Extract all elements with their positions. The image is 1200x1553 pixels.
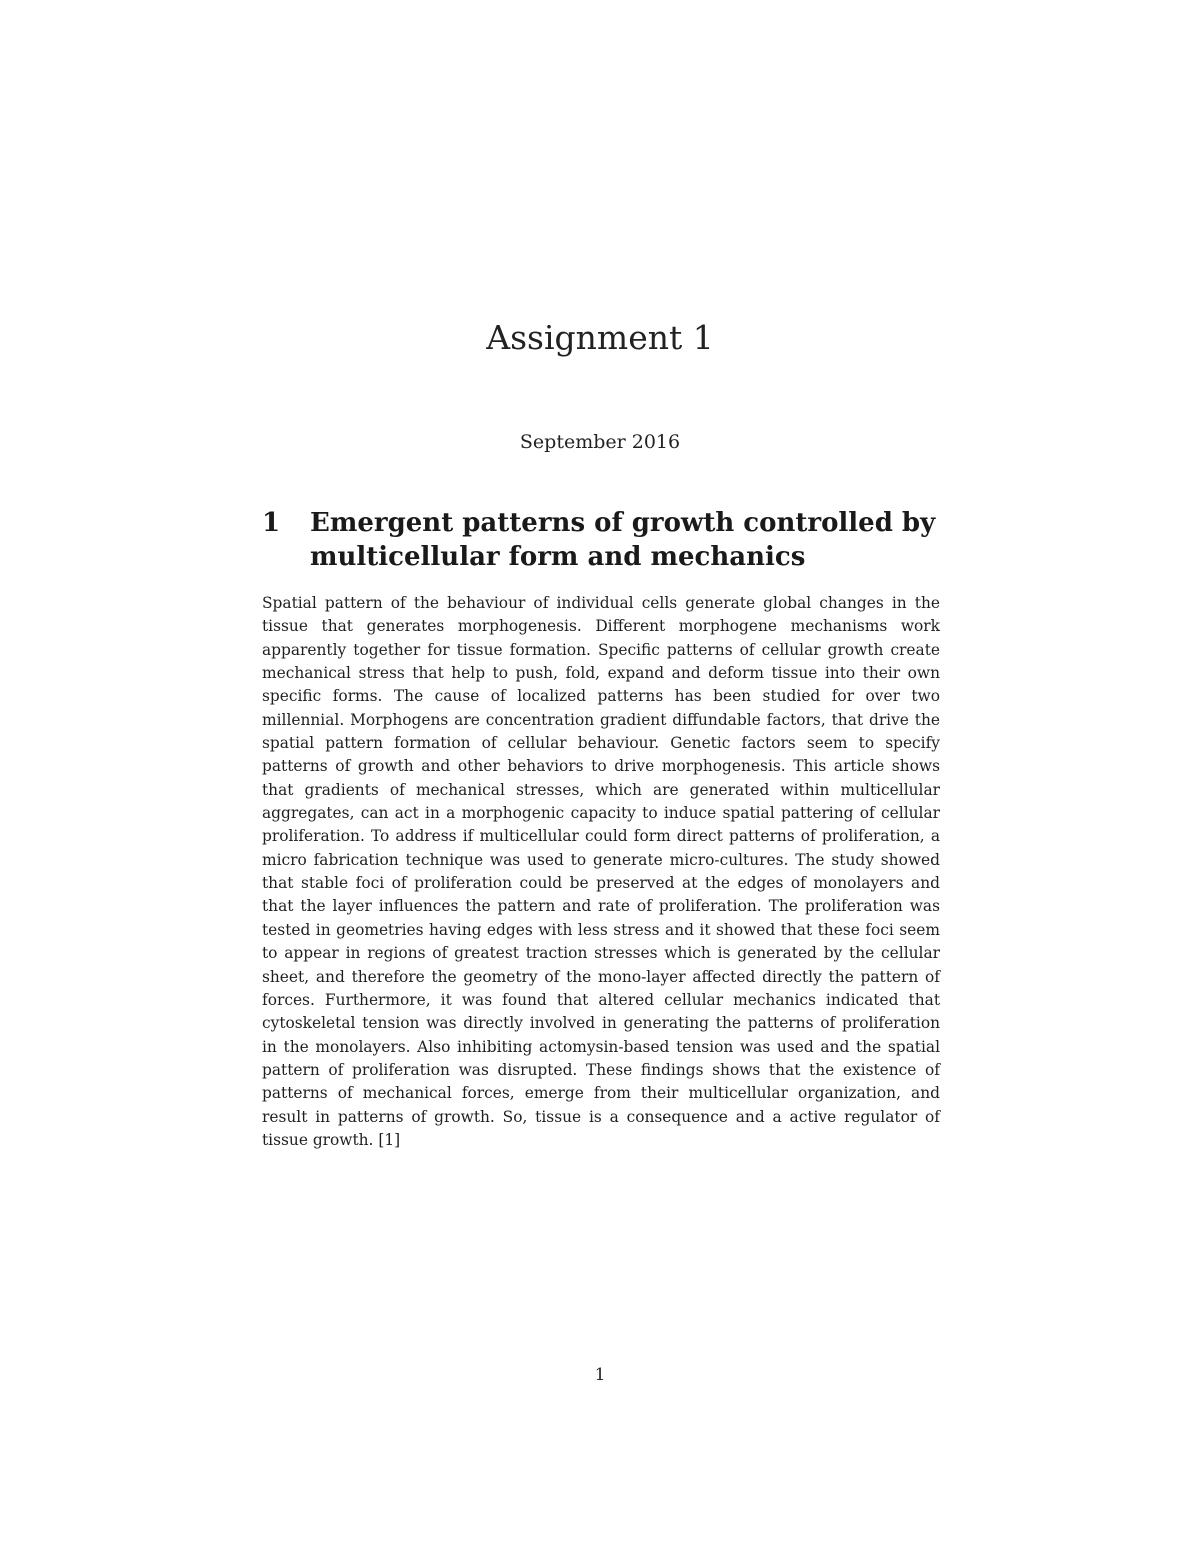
section-heading: [262, 506, 952, 574]
section-title: Emergent patterns of growth controlled by multicellular form and mechanics: [310, 508, 936, 572]
section-body-paragraph: Spatial pattern of the behaviour of individual cells generate global changes in the tissue that generates morphogenesis. Different morphogene mechanisms work apparently together for tissue formation. Specific patterns of cellular growth create mechanical stress that help to push, fold, expand and deform tissue into their own specific forms. The cause of localized patterns has been studied for over two millennial. Morphogens are concentration gradient diffundable factors, that drive the spatial pattern formation of cellular behaviour. Genetic factors seem to specify patterns of growth and other behaviors to drive morphogenesis. This article shows that gradients of mechanical stresses, which are generated within multicellular aggregates, can act in a morphogenic capacity to induce spatial pattering of cellular proliferation. To address if multicellular could form direct patterns of proliferation, a micro fabrication technique was used to generate micro-cultures. The study showed that stable foci of proliferation could be preserved at the edges of monolayers and that the layer influences the pattern and rate of proliferation. The proliferation was tested in geometries having edges with less stress and it showed that these foci seem to appear in regions of greatest traction stresses which is generated by the cellular sheet, and therefore the geometry of the mono-layer affected directly the pattern of forces. Furthermore, it was found that altered cellular mechanics indicated that cytoskeletal tension was directly involved in generating the patterns of proliferation in the monolayers. Also inhibiting actomysin-based tension was used and the spatial pattern of proliferation was disrupted. These findings shows that the existence of patterns of mechanical forces, emerge from their multicellular organization, and result in patterns of growth. So, tissue is a consequence and a active regulator of tissue growth. [1]: [262, 594, 940, 1149]
document-date: September 2016: [519, 431, 681, 453]
section-number: 1: [262, 508, 281, 538]
document-title: Assignment 1: [486, 318, 714, 357]
page-number: 1: [594, 1365, 606, 1385]
